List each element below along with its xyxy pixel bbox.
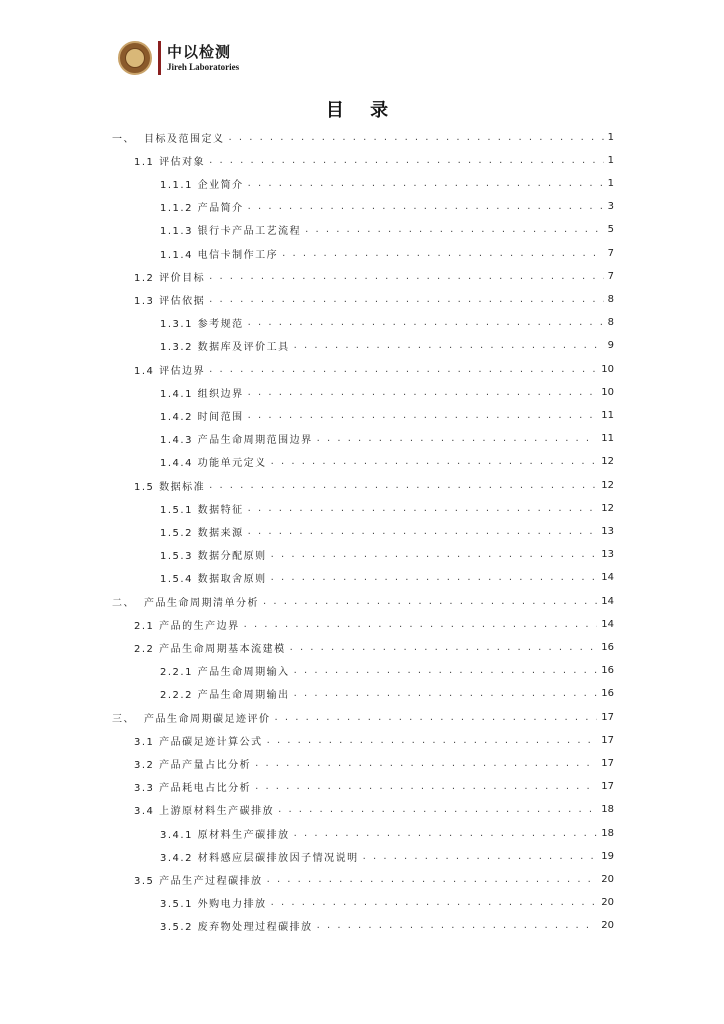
toc-entry[interactable] [160,452,614,472]
logo-seal-icon [118,41,152,75]
toc-page-number: 5 [607,224,614,236]
toc-entry-title: 1.1.1 企业简介 [160,179,244,191]
toc-entry-title: 3.4.2 材料感应层碳排放因子情况说明 [160,852,359,864]
toc-chapter-title: 产品生命周期碳足迹评价 [144,713,271,725]
toc-entry-title [112,594,259,609]
toc-leader-dots [271,572,598,583]
toc-page-number: 18 [601,804,614,816]
toc-entry-title: 2.2 产品生命周期基本流建模 [134,643,286,655]
toc-entry[interactable] [134,359,614,379]
toc-leader-dots [248,526,598,537]
toc-entry-title: 1.3 评估依据 [134,295,206,307]
toc-entry[interactable] [160,336,614,356]
toc-entry-title: 1.2 评价目标 [134,272,206,284]
toc-leader-dots [294,828,598,839]
toc-entry[interactable] [160,429,614,449]
toc-leader-dots [267,874,598,885]
toc-entry-title: 3.1 产品碳足迹计算公式 [134,736,263,748]
toc-leader-dots [271,456,598,467]
toc-page-number: 14 [601,618,614,630]
toc-leader-dots [209,364,597,375]
toc-entry[interactable] [134,777,614,797]
toc-entry-title: 1.1.4 电信卡制作工序 [160,249,279,261]
logo-divider [158,41,161,75]
toc-page-number: 8 [607,317,614,329]
toc-entry-title: 3.4.1 原材料生产碳排放 [160,829,290,841]
toc-entry-title: 2.1 产品的生产边界 [134,620,240,632]
toc-leader-dots [267,735,598,746]
toc-entry[interactable] [160,382,614,402]
toc-leader-dots [263,596,597,607]
toc-page-number: 12 [601,456,614,468]
toc-leader-dots [248,503,598,514]
toc-page-number: 17 [601,711,614,723]
toc-page-number: 20 [601,920,614,932]
toc-page-number: 13 [601,525,614,537]
toc-entry-title: 1.3.1 参考规范 [160,319,244,331]
toc-page-number: 16 [601,665,614,677]
toc-page-number: 12 [601,502,614,514]
toc-chapter-number: 三、 [112,713,135,725]
toc-entry-title: 3.5.1 外购电力排放 [160,899,267,911]
toc-entry-title: 1.4.1 组织边界 [160,388,244,400]
toc-leader-dots [209,155,604,166]
logo-text [167,42,240,72]
toc-page-number: 12 [601,479,614,491]
toc-entry-title: 1.1.3 银行卡产品工艺流程 [160,226,302,238]
header-logo [118,38,239,78]
toc-page-number: 7 [607,247,614,259]
toc-entry[interactable] [160,545,614,565]
toc-page-number: 19 [601,850,614,862]
toc-leader-dots [290,642,598,653]
toc-leader-dots [282,248,604,259]
toc-leader-dots [278,804,597,815]
toc-leader-dots [209,271,604,282]
toc-leader-dots [305,224,604,235]
toc-page-number: 11 [601,433,614,445]
toc-page-number: 9 [607,340,614,352]
toc-entry-title [112,710,271,725]
toc-chapter-number: 一、 [112,133,135,145]
toc-leader-dots [209,480,597,491]
toc-entry-title: 3.5.2 废弃物处理过程碳排放 [160,922,313,934]
toc-entry[interactable] [134,475,614,495]
toc-entry-title: 1.1.2 产品简介 [160,203,244,215]
toc-entry[interactable] [160,313,614,333]
toc-entry-title: 1.1 评估对象 [134,156,206,168]
toc-chapter-title: 产品生命周期清单分析 [144,597,259,609]
toc-leader-dots [363,851,598,862]
toc-page-number: 13 [601,549,614,561]
toc-leader-dots [248,201,604,212]
toc-entry-title: 3.3 产品耗电占比分析 [134,783,252,795]
toc-entry[interactable] [134,869,614,889]
toc-page-number: 1 [607,177,614,189]
toc-leader-dots [255,758,597,769]
toc-page-number: 14 [601,572,614,584]
toc-leader-dots [248,178,604,189]
toc-entry[interactable] [134,753,614,773]
toc-leader-dots [248,387,598,398]
toc-entry[interactable] [160,498,614,518]
toc-leader-dots [271,549,598,560]
toc-entry[interactable] [160,197,614,217]
toc-entry-title: 1.5.1 数据特征 [160,504,244,516]
toc-entry[interactable] [160,173,614,193]
toc-entry-title: 1.4.3 产品生命周期范围边界 [160,435,313,447]
toc-page-number: 20 [601,873,614,885]
toc-page-number: 1 [607,154,614,166]
toc-entry-title: 1.5.3 数据分配原则 [160,551,267,563]
toc-page-number: 7 [607,270,614,282]
toc-page-number: 16 [601,641,614,653]
toc-entry[interactable] [134,614,614,634]
toc-page-number: 11 [601,409,614,421]
toc-entry-title [112,130,225,145]
logo-chinese-name: 中以检测 [167,42,232,61]
toc-entry[interactable] [112,591,614,611]
toc-page-number: 8 [607,293,614,305]
toc-page-number: 10 [601,386,614,398]
toc-page-number: 1 [607,131,614,143]
toc-entry[interactable] [160,661,614,681]
toc-page-number: 18 [601,827,614,839]
toc-page-number: 17 [601,781,614,793]
toc-entry-title: 1.4.2 时间范围 [160,411,244,423]
toc-entry[interactable] [134,800,614,820]
toc-leader-dots [317,920,598,931]
toc-page-number: 20 [601,897,614,909]
toc-entry[interactable] [160,846,614,866]
toc-leader-dots [294,340,604,351]
toc-chapter-number: 二、 [112,597,135,609]
toc-leader-dots [294,688,598,699]
toc-page-number: 16 [601,688,614,700]
toc-page-number: 17 [601,734,614,746]
toc-entry-title: 1.5.4 数据取舍原则 [160,574,267,586]
toc-entry-title: 2.2.2 产品生命周期输出 [160,690,290,702]
toc-page-number: 17 [601,757,614,769]
toc-entry-title: 2.2.1 产品生命周期输入 [160,667,290,679]
toc-entry-title: 3.4 上游原材料生产碳排放 [134,806,275,818]
toc-leader-dots [317,433,598,444]
toc-entry[interactable] [160,405,614,425]
toc-entry-title: 1.3.2 数据库及评价工具 [160,342,290,354]
toc-entry[interactable] [160,916,614,936]
toc-leader-dots [275,712,598,723]
toc-leader-dots [229,132,604,143]
toc-entry[interactable] [160,220,614,240]
toc-entry-title: 1.5.2 数据来源 [160,527,244,539]
toc-entry-title: 1.5 数据标准 [134,481,206,493]
toc-entry[interactable] [112,127,614,147]
toc-entry[interactable] [160,823,614,843]
toc-entry-title: 1.4.4 功能单元定义 [160,458,267,470]
toc-chapter-title: 目标及范围定义 [144,133,225,145]
logo-english-name: Jireh Laboratories [167,61,240,72]
toc-entry[interactable] [134,730,614,750]
toc-entry[interactable] [160,893,614,913]
page-title: 目 录 [325,100,399,121]
toc-entry[interactable] [160,684,614,704]
toc-leader-dots [209,294,604,305]
toc-entry-title: 3.2 产品产量占比分析 [134,759,252,771]
toc-entry[interactable] [134,266,614,286]
toc-entry-title: 1.4 评估边界 [134,365,206,377]
toc-leader-dots [271,897,598,908]
toc-entry[interactable] [134,637,614,657]
toc-leader-dots [248,317,604,328]
toc-entry[interactable] [112,707,614,727]
toc-entry[interactable] [160,243,614,263]
toc-page-number: 3 [607,201,614,213]
toc-leader-dots [248,410,598,421]
toc-entry-title: 3.5 产品生产过程碳排放 [134,875,263,887]
toc-entry[interactable] [134,150,614,170]
toc-entry[interactable] [160,568,614,588]
toc-leader-dots [294,665,598,676]
toc-leader-dots [244,619,598,630]
toc-entry[interactable] [160,521,614,541]
toc-page-number: 10 [601,363,614,375]
toc-leader-dots [255,781,597,792]
toc-page-number: 14 [601,595,614,607]
toc-entry[interactable] [134,289,614,309]
